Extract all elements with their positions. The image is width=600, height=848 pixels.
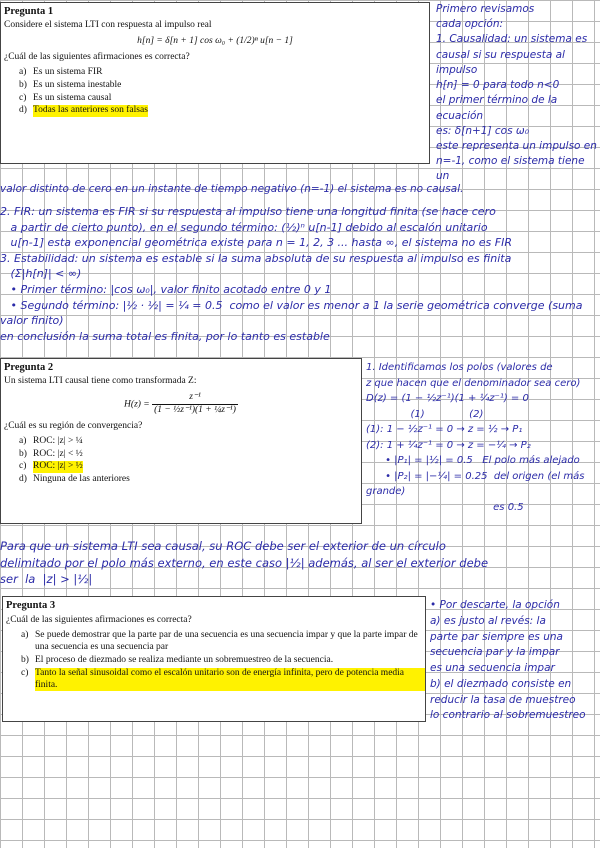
- question-2-title: Pregunta 2: [4, 362, 54, 373]
- option-d-selected[interactable]: d) Todas las anteriores son falsas: [19, 105, 148, 116]
- option-a[interactable]: a) ROC: |z| > ¼: [19, 435, 83, 446]
- note-causality-conclusion: valor distinto de cero en un instante de tiempo negativo (n=-1) el sistema es no causal.: [0, 183, 464, 195]
- option-c[interactable]: c) Es un sistema causal: [19, 92, 112, 103]
- option-c-selected[interactable]: c) Tanto la señal sinusoidal como el escalón unitario son de energía infinita, pero de potencia media finita.: [21, 668, 425, 692]
- note-causality: Primero revisamos cada opción: 1. Causalidad: un sistema es causal si su respuesta al impulso h[n] = 0 para todo n<0 el primer término de la ecuación es: δ[n+1] cos ω₀ este representa un impulso en n=-1, como el sistema tiene un: [436, 3, 597, 183]
- note-poles: 1. Identificamos los polos (valores de z que hacen que el denominador sea cero) D(z) = (1 − ½z⁻¹)(1 + ¼z⁻¹) = 0 (1) (2) (1): 1 − ½z⁻¹ = 0 → z = ½ → P₁ (2): 1 + ¼z⁻¹ = 0 → z = −¼ → P₂ • |P₁| = |½| = 0.5 El polo más alejado • |P₂| = |−¼| = 0.25 del origen (el más grande) es 0.5: [366, 362, 585, 513]
- note-elimination: • Por descarte, la opción a) es justo al revés: la parte par siempre es una secuencia par y la impar es una secuencia impar b) el diezmado consiste en reducir la tasa de muestreo lo contrario al sobremuestreo: [430, 599, 586, 722]
- option-a[interactable]: a) Es un sistema FIR: [19, 66, 103, 77]
- note-fir-stability: 2. FIR: un sistema es FIR si su respuesta al impulso tiene una longitud finita (se hace cero a partir de cierto punto), en el segundo término: (½)ⁿ u[n-1] debido al escalón unitario u[n-1] esta exponencial geométrica existe para n = 1, 2, 3 ... hasta ∞, el sistema no es FIR 3. Estabilidad: un sistema es estable si la suma absoluta de su respuesta al impulso es finita (Σ|h[n]| < ∞) • Primer término: |cos ω₀|, valor finito acotado entre 0 y 1 • Segundo término: |½ · ½| = ¼ = 0.5 como el valor es menor a 1 la serie geométrica converge (suma valor finito) en conclusión la suma total es finita, por lo tanto es estable: [0, 205, 583, 343]
- question-1-equation: h[n] = δ[n + 1] cos ω₀ + (1/2)ⁿ u[n − 1]: [137, 36, 293, 46]
- question-2-card: [0, 358, 362, 524]
- question-1-options: [19, 67, 429, 118]
- question-2-statement: Un sistema LTI causal tiene como transformada Z:: [4, 376, 197, 387]
- question-3-options: [21, 630, 425, 691]
- question-3-card: [2, 596, 426, 722]
- option-d[interactable]: d) Ninguna de las anteriores: [19, 474, 130, 485]
- question-2-prompt: ¿Cuál es su región de convergencia?: [4, 420, 143, 431]
- question-1-prompt: ¿Cuál de las siguientes afirmaciones es correcta?: [4, 51, 190, 62]
- option-b[interactable]: b) ROC: |z| < ½: [19, 448, 83, 459]
- option-c-selected[interactable]: c) ROC: |z| > ½: [19, 461, 83, 472]
- question-1-statement: Considere el sistema LTI con respuesta al impulso real: [4, 20, 212, 31]
- note-roc-conclusion: Para que un sistema LTI sea causal, su ROC debe ser el exterior de un círculo delimitado por el polo más externo, en este caso |½| además, al ser el exterior debe ser la |z| > |½|: [0, 539, 489, 587]
- option-b[interactable]: b) Es un sistema inestable: [19, 79, 122, 90]
- question-1-card: [0, 2, 430, 164]
- question-3-title: Pregunta 3: [6, 600, 56, 611]
- option-b[interactable]: b) El proceso de diezmado se realiza mediante un sobremuestreo de la secuencia.: [21, 654, 334, 665]
- question-3-prompt: ¿Cuál de las siguientes afirmaciones es correcta?: [6, 615, 192, 626]
- option-a[interactable]: a) Se puede demostrar que la parte par de una secuencia es una secuencia impar y que la parte impar de una secuencia es una secuencia par: [21, 630, 418, 652]
- question-1-title: Pregunta 1: [4, 6, 54, 17]
- question-2-options: [19, 436, 361, 487]
- question-2-equation: H(z) = $\frac{\text{z⁻¹}}{\text{(1 − ½z⁻¹)(1 + ¼z⁻¹)}}$: [124, 392, 236, 415]
